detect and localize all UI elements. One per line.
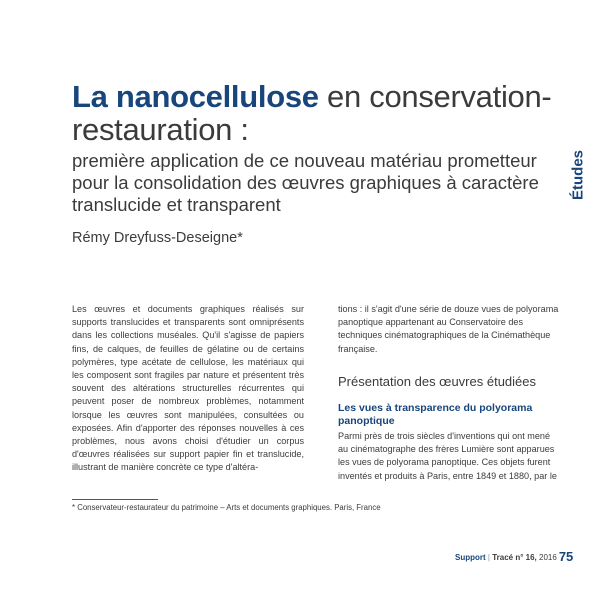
section-side-label xyxy=(567,135,589,215)
subsection-heading: Les vues à transparence du polyorama panoptique xyxy=(338,402,533,427)
author-name: Rémy Dreyfuss-Deseigne* xyxy=(72,230,243,246)
body-right-column-top xyxy=(338,303,560,356)
title-accent: La nanocellulose xyxy=(72,79,319,114)
journal-year: 2016 xyxy=(539,553,557,562)
side-label-text: Études xyxy=(569,149,587,201)
journal-issue: Tracé n° 16, xyxy=(492,553,537,562)
right-column-paragraph-top: tions : il s'agit d'une série de douze vues de polyorama panoptique appartenant au Conservatoire des techniques cinématographiques de la Cinémathèque française. xyxy=(338,304,559,354)
folio-separator: | xyxy=(487,553,490,562)
body-left-column xyxy=(72,303,304,475)
article-subtitle: première application de ce nouveau matériau prometteur pour la consolidation des œuvres graphiques à caractère translucide et transparent xyxy=(72,150,539,215)
page-folio xyxy=(455,550,573,564)
title-rest: en conservation-restauration : xyxy=(72,79,552,147)
footnote: * Conservateur-restaurateur du patrimoine – Arts et documents graphiques. Paris, France xyxy=(72,503,381,512)
section-heading: Présentation des œuvres étudiées xyxy=(338,374,536,389)
left-column-paragraph: Les œuvres et documents graphiques réalisés sur supports translucides et transparents sont omniprésents dans les collections muséales. Qu'il s'agisse de papiers fins, de calques, de feuilles de gélatine ou de certains polymères, type acétate de cellulose, les matériaux qui les composent sont fragiles par nature et présentent très souvent des altérations structurelles récurrentes qui peuvent poser de nombreux problèmes, notamment lorsque les œuvres sont manipulées, consultées ou exposées. Afin d'apporter des réponses nouvelles à ces problèmes, nous avons choisi d'étudier un corpus d'œuvres réalisées sur support papier fin et translucide, illustrant de manière concrète ce type d'altéra- xyxy=(72,304,304,473)
journal-name: Support xyxy=(455,553,486,562)
body-right-column-bottom xyxy=(338,430,560,483)
right-column-paragraph-bottom: Parmi près de trois siècles d'inventions qui ont mené au cinématographe des frères Lumière sont apparues les vues de polyorama panoptique. Ces objets furent inventés et produits à Paris, entre 1849 et 1880, par le xyxy=(338,431,557,481)
footnote-rule xyxy=(72,499,158,500)
article-title xyxy=(72,80,572,146)
page-number: 75 xyxy=(558,549,574,564)
